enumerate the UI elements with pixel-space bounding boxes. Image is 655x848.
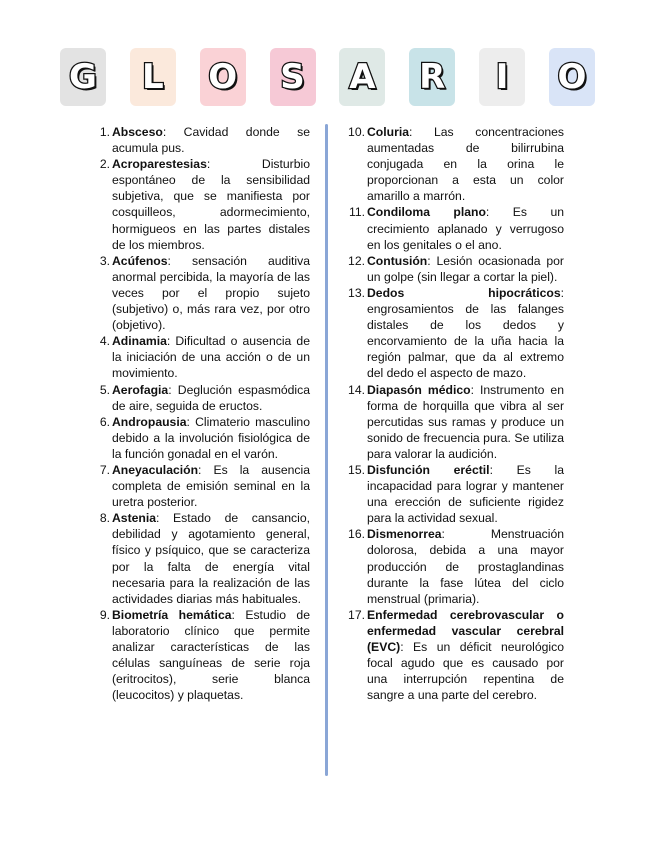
- title-letter: G: [69, 57, 97, 97]
- entry-definition: : Estudio de laboratorio clínico que permite analizar características de las células sanguíneas de serie roja (eritrocitos), serie blanca (leucocitos) y plaquetas.: [112, 607, 310, 703]
- glossary-entry: [88, 414, 310, 462]
- glossary-entry: [345, 124, 564, 204]
- entry-definition: : Instrumento en forma de horquilla que vibra al ser percutidas sus ramas y produce un sonido de frecuencia pura. Se utiliza para valorar la audición.: [367, 382, 564, 461]
- entry-definition: : Menstruación dolorosa, debida a una mayor producción de prostaglandinas durante la fase lútea del ciclo menstrual (primaria).: [367, 527, 564, 606]
- entry-number: 1.: [99, 125, 110, 139]
- glossary-entry: [345, 285, 564, 382]
- glossary-entry: [88, 124, 310, 156]
- glossary-column-left: [88, 124, 310, 703]
- entry-definition: : Es la incapacidad para lograr y mantener una erección de suficiente rigidez para la actividad sexual.: [367, 462, 565, 526]
- entry-term: Coluria: [367, 125, 409, 139]
- entry-term: Biometría hemática: [112, 607, 232, 622]
- entry-term: Diapasón médico: [367, 382, 471, 397]
- entry-term: Enfermedad cerebrovascular o enfermedad vascular cerebral (EVC): [367, 607, 564, 654]
- glossary-entry: [88, 333, 310, 381]
- entry-definition: : Dificultad o ausencia de la iniciación de una acción o de un movimiento.: [112, 334, 310, 381]
- entry-definition: : Climaterio masculino debido a la involución fisiológica de la función gonadal en el varón.: [112, 414, 310, 461]
- entry-definition: : Es la ausencia completa de emisión seminal en la uretra posterior.: [112, 462, 310, 510]
- entry-number: 17.: [348, 607, 365, 622]
- entry-term: Adinamia: [112, 334, 167, 349]
- entry-term: Acroparestesias: [112, 157, 207, 172]
- entry-term: Astenia: [112, 511, 157, 526]
- entry-number: 5.: [99, 382, 110, 397]
- title-tile: [60, 48, 106, 106]
- glossary-entry: [88, 382, 310, 414]
- title-letter: O: [557, 57, 587, 97]
- entry-definition: : Cavidad donde se acumula pus.: [112, 125, 310, 156]
- title-tile: [549, 48, 595, 106]
- entry-term: Aerofagia: [112, 382, 169, 397]
- entry-definition: : sensación auditiva anormal percibida, la mayoría de las veces por el propio sujeto (subjetivo) o, más rara vez, por otro (objetivo).: [112, 253, 310, 333]
- entry-number: 16.: [348, 527, 365, 542]
- entry-number: 7.: [99, 462, 110, 477]
- entry-number: 14.: [348, 382, 365, 397]
- entry-definition: : engrosamientos de las falanges distales de los dedos y encorvamiento de la uña hacia la región palmar, que da al extremo del dedo el aspecto de mazo.: [367, 285, 564, 381]
- glossary-column-right: [345, 124, 564, 703]
- entry-number: 4.: [99, 334, 110, 349]
- glossary-entry: [88, 156, 310, 253]
- entry-definition: : Disturbio espontáneo de la sensibilidad subjetiva, que se manifiesta por cosquilleos, adormecimiento, hormigueos en las partes distales de los miembros.: [112, 157, 310, 252]
- entry-term: Andropausia: [112, 414, 187, 429]
- entry-number: 12.: [348, 253, 365, 268]
- entry-term: Dedos hipocráticos: [367, 285, 561, 300]
- entry-number: 8.: [99, 511, 110, 526]
- entry-definition: : Es un déficit neurológico focal agudo que es causado por una interrupción repentina de sangre a una parte del cerebro.: [367, 640, 564, 703]
- entry-definition: : Deglución espasmódica de aire, seguida de eructos.: [112, 382, 310, 413]
- glossary-title: [60, 48, 595, 106]
- title-tile: [479, 48, 525, 106]
- glossary-entry: [345, 204, 564, 252]
- entry-definition: : Lesión ocasionada por un golpe (sin llegar a cortar la piel).: [367, 253, 564, 284]
- glossary-entry: [345, 607, 564, 704]
- entry-term: Dismenorrea: [367, 527, 442, 542]
- entry-definition: : Las concentraciones aumentadas de bilirrubina conjugada en la orina le proporcionan a esta un color amarillo a marrón.: [367, 125, 564, 204]
- title-letter: I: [495, 57, 509, 97]
- entry-number: 6.: [99, 414, 110, 429]
- entry-number: 2.: [99, 157, 110, 172]
- glossary-entry: [345, 462, 564, 526]
- title-letter: O: [208, 57, 238, 97]
- entry-number: 15.: [348, 462, 365, 477]
- entry-number: 11.: [348, 205, 365, 220]
- title-letter: R: [419, 57, 446, 97]
- entry-term: Condiloma plano: [367, 205, 486, 220]
- entry-definition: : Es un crecimiento aplanado y verrugoso en los genitales o el ano.: [367, 205, 564, 252]
- title-tile: [270, 48, 316, 106]
- title-tile: [409, 48, 455, 106]
- title-tile: [200, 48, 246, 106]
- glossary-entry: [88, 607, 310, 704]
- entry-definition: : Estado de cansancio, debilidad y agotamiento general, físico y psíquico, que se caracteriza por la falta de energía vital necesaria para la realización de las actividades diarias más habituales.: [112, 511, 310, 606]
- title-letter: L: [142, 57, 164, 97]
- entry-term: Acúfenos: [112, 253, 168, 268]
- glossary-entry: [345, 382, 564, 462]
- entry-term: Contusión: [367, 253, 428, 268]
- title-tile: [130, 48, 176, 106]
- title-letter: S: [280, 57, 305, 97]
- entry-number: 13.: [348, 285, 365, 300]
- entry-number: 9.: [99, 607, 110, 622]
- glossary-entry: [345, 253, 564, 285]
- entry-term: Absceso: [112, 125, 163, 139]
- title-letter: A: [349, 57, 376, 97]
- entry-term: Disfunción eréctil: [367, 462, 490, 477]
- entry-number: 3.: [99, 253, 110, 268]
- glossary-entry: [88, 510, 310, 607]
- glossary-entry: [345, 526, 564, 606]
- glossary-entry: [88, 462, 310, 510]
- title-tile: [339, 48, 385, 106]
- entry-term: Aneyaculación: [112, 462, 199, 477]
- entry-number: 10.: [348, 125, 365, 139]
- column-divider: [325, 124, 328, 776]
- glossary-entry: [88, 253, 310, 333]
